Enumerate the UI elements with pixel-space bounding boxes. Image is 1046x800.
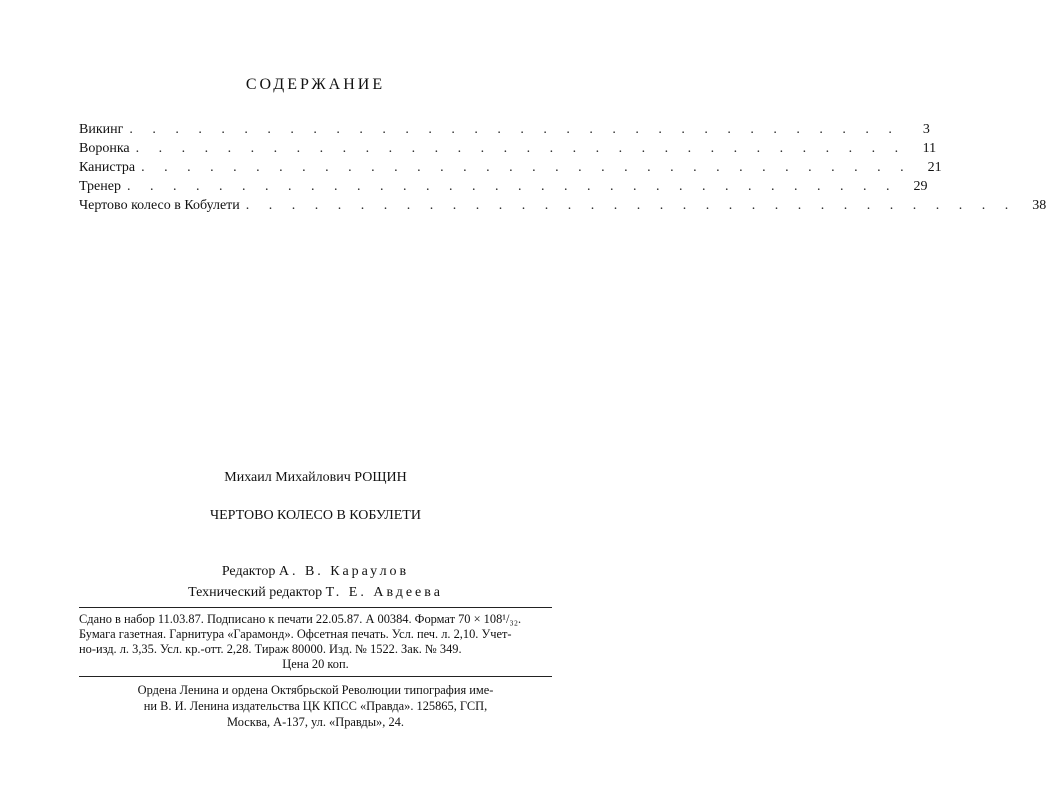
toc-entry [79,196,1046,215]
tech-editor-credit [0,585,631,601]
imprint-block [79,612,552,672]
divider [79,607,552,608]
toc-entry-title: Чертово колесо в Кобулети [79,198,240,213]
toc-dot-leader: . . . . . . . . . . . . . . . . . . . . . . . . . . . . . . . . . . [129,122,900,137]
imprint-line: Бумага газетная. Гарнитура «Гарамонд». Офсетная печать. Усл. печ. л. 2,10. Учет- [79,627,512,641]
toc-dot-leader: . . . . . . . . . . . . . . . . . . . . . . . . . . . . . . . . . . [126,179,898,194]
book-title: ЧЕРТОВО КОЛЕСО В КОБУЛЕТИ [210,508,421,523]
toc-dot-leader: . . . . . . . . . . . . . . . . . . . . . . . . . . . . . . . . . . [135,141,907,156]
editor-role: Редактор [221,564,276,579]
toc-entry-page: 29 [913,179,928,194]
toc-entry-title: Воронка [79,141,130,156]
toc-entry-title: Викинг [79,122,124,137]
editor-name: А. В. Караулов [278,564,410,579]
imprint-line: но-изд. л. 3,35. Усл. кр.-отт. 2,28. Тираж 80000. Изд. № 1522. Зак. № 349. [79,642,462,656]
toc-heading: СОДЕРЖАНИЕ [245,76,386,93]
toc-entry [79,120,930,139]
divider [79,676,552,677]
author-name: Михаил Михайлович РОЩИН [224,470,407,485]
toc-entry-page: 11 [922,141,937,156]
printer-info [79,682,552,730]
table-of-contents [79,120,1046,215]
tech-editor-name: Т. Е. Авдеева [325,585,443,600]
toc-dot-leader: . . . . . . . . . . . . . . . . . . . . . . . . . . . . . . . . . . [141,160,912,175]
price: Цена 20 коп. [282,657,349,671]
editor-credit [0,564,631,580]
toc-dot-leader: . . . . . . . . . . . . . . . . . . . . . . . . . . . . . . . . . . [245,198,1017,213]
tech-editor-role: Технический редактор [188,585,323,600]
toc-entry-title: Канистра [79,160,136,175]
toc-entry-title: Тренер [79,179,121,194]
toc-entry [79,139,937,158]
toc-entry-page: 21 [927,160,942,175]
toc-entry-page: 38 [1032,198,1046,213]
imprint-line: Сдано в набор 11.03.87. Подписано к печати 22.05.87. А 00384. Формат 70 × 108¹/₃₂. [79,612,522,626]
printer-line: ни В. И. Ленина издательства ЦК КПСС «Правда». 125865, ГСП, [143,699,488,713]
printer-line: Ордена Ленина и ордена Октябрьской Революции типография име- [137,683,494,697]
toc-entry-page: 3 [922,122,930,137]
printer-line: Москва, А-137, ул. «Правды», 24. [227,715,404,729]
toc-entry [79,158,942,177]
toc-entry [79,177,928,196]
